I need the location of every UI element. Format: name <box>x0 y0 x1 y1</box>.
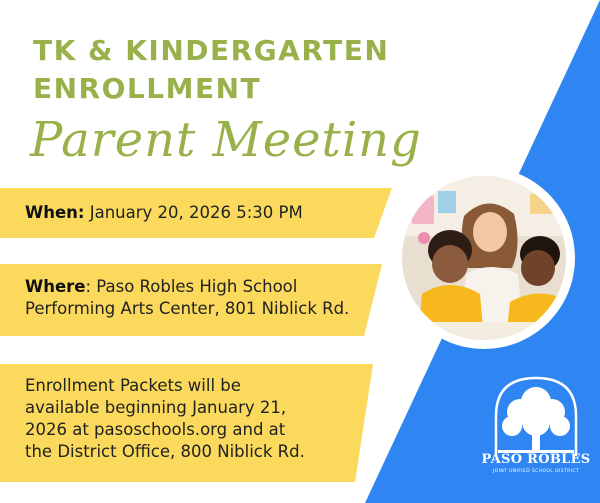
logo-subtitle: JOINT UNIFIED SCHOOL DISTRICT <box>492 469 580 474</box>
packets-line: Enrollment Packets will be <box>25 376 241 395</box>
where-label: Where <box>25 277 86 296</box>
where-line-2: Performing Arts Center, 801 Niblick Rd. <box>25 299 350 318</box>
where-value-1: : Paso Robles High School <box>85 277 298 296</box>
script-title: Parent Meeting <box>30 112 422 168</box>
packets-line: 2026 at pasoschools.org and at <box>25 420 286 439</box>
packets-block <box>25 375 305 463</box>
when-label: When: <box>25 203 85 222</box>
title-line-2: ENROLLMENT <box>33 72 262 105</box>
classroom-photo <box>402 176 566 340</box>
logo-name: PASO ROBLES <box>481 452 591 467</box>
title-line-1: TK & KINDERGARTEN <box>33 34 390 67</box>
when-value: January 20, 2026 5:30 PM <box>84 203 303 222</box>
where-block <box>25 276 349 320</box>
teacher-with-children-photo-icon <box>402 176 566 340</box>
when-line <box>25 202 303 224</box>
where-line-1 <box>25 276 349 298</box>
packets-line: the District Office, 800 Niblick Rd. <box>25 442 305 461</box>
packets-line: available beginning January 21, <box>25 398 287 417</box>
